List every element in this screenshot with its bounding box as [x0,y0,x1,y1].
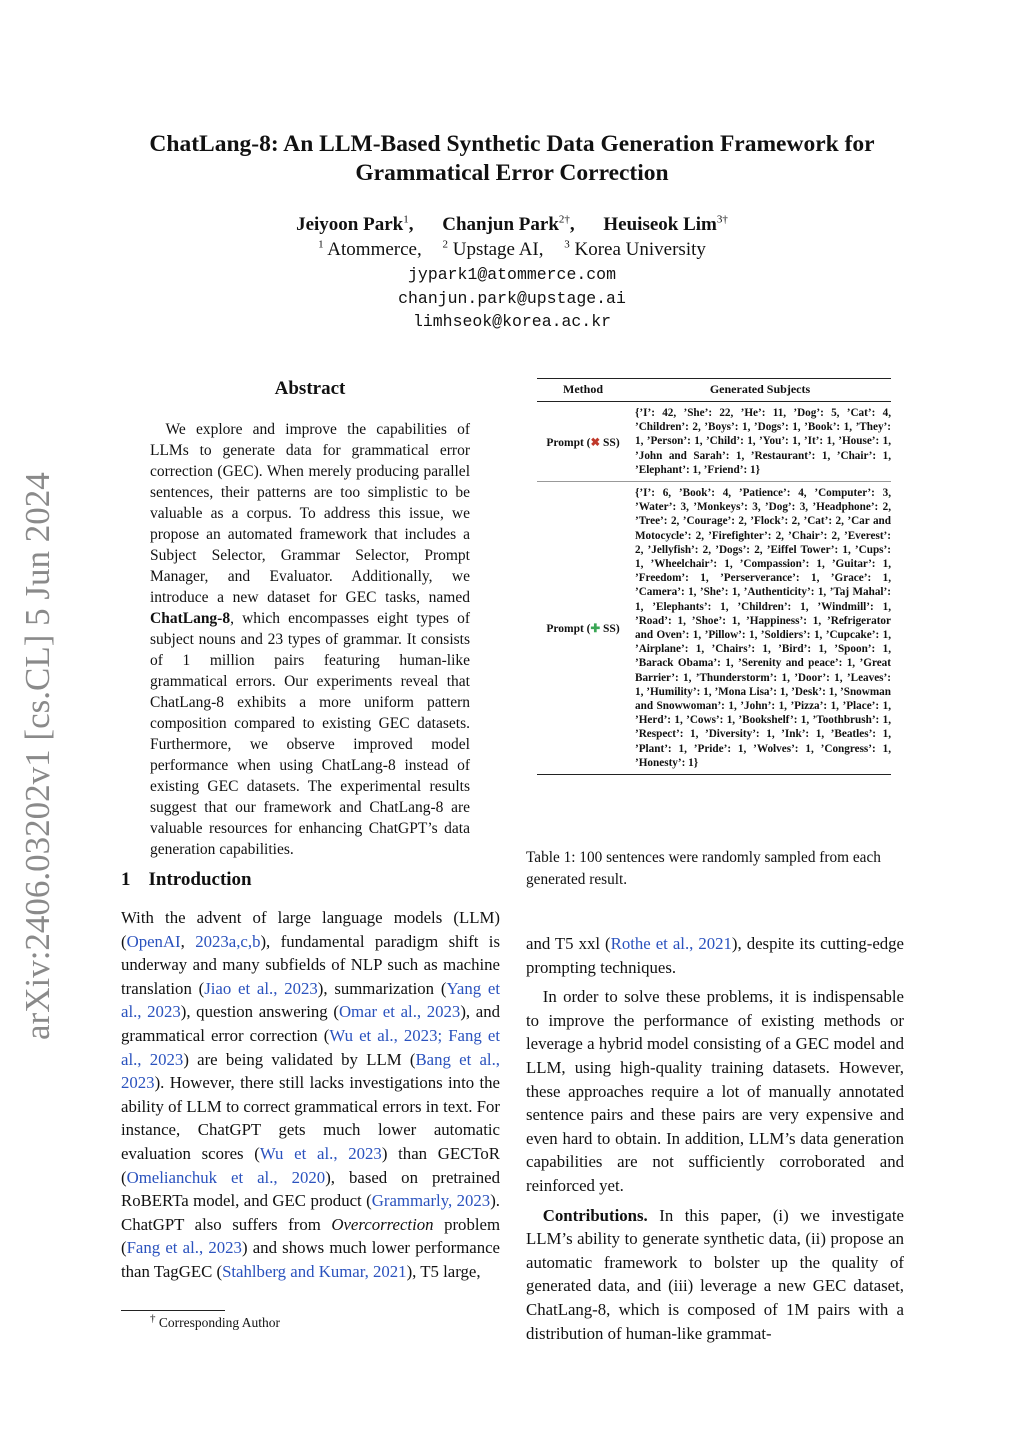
author: Chanjun Park$^{2\dagger}$, [442,213,575,235]
affiliation: $^1$ Atommerce, [318,238,422,260]
citation-link[interactable]: Jiao et al., 2023 [204,978,318,998]
author: Jeiyoon Park$^1$, [296,213,414,235]
citation-link[interactable]: Yang et al., 2023 [121,978,500,1022]
citation-link[interactable]: Wu et al., 2023 [259,1143,382,1163]
table-row [537,482,891,775]
abstract-heading: Abstract [274,378,346,399]
affiliations [60,238,964,262]
citation-link[interactable]: Stahlberg and Kumar, 2021 [222,1261,407,1281]
method-cell: Prompt (✖ SS) [537,402,629,482]
email-list [60,263,964,334]
citation-link[interactable]: OpenAI [126,931,181,951]
column-header: Generated Subjects [629,379,891,402]
affiliation: $^2$ Upstage AI, [442,238,544,260]
subjects-cell: {’I’: 6, ’Book’: 4, ’Patience’: 4, ’Computer’: 3, ’Water’: 3, ’Monkeys’: 3, ’Dog’: 3, ’Headphone’: 2, ’Tree’: 2, ’Courage’: 2, ’Flock’: 2, ’Cat’: 2, ’Car and Motocycle’: 2, ’Firefighter’: 2, ’Chair’: 2, ’Everest’: 2, ’Jellyfish’: 2, ’Dogs’: 2, ’Eiffel Tower’: 1, ’Cups’: 1, ’Wheelchair’: 1, ’Compassion’: 1, ’Guitar’: 1, ’Freedom’: 1, ’Perserverance’: 1, ’Grace’: 1, ’Camera’: 1, ’She’: 1, ’Authenticity’: 1, ’Taj Mahal’: 1, ’Elephants’: 1, ’Children’: 1, ’Windmill’: 1, ’Road’: 1, ’Shoe’: 1, ’Happiness’: 1, ’Refrigerator and Oven’: 1, ’Pillow’: 1, ’Soldiers’: 1, ’Cupcake’: 1, ’Airplane’: 1, ’Chairs’: 1, ’Bird’: 1, ’Spoon’: 1, ’Barack Obama’: 1, ’Serenity and peace’: 1, ’Great Barrier’: 1, ’Thunderstorm’: 1, ’Door’: 1, ’Leaves’: 1, ’Humility’: 1, ’Mona Lisa’: 1, ’Desk’: 1, ’Snowman and Snowwoman’: 1, ’John’: 1, ’Pizza’: 1, ’Place’: 1, ’Herd’: 1, ’Cows’: 1, ’Bookshelf’: 1, ’Toothbrush’: 1, ’Respect’: 1, ’Diversity’: 1, ’Ink’: 1, ’Beatles’: 1, ’Plant’: 1, ’Pride’: 1, ’Wolves’: 1, ’Congress’: 1, ’Honesty’: 1} [635,487,891,769]
citation-link[interactable]: Omelianchuk et al., 2020 [126,1167,326,1187]
section-heading: 1 Introduction [121,869,252,890]
column-header: Method [537,379,629,402]
author-list [60,213,964,237]
cross-icon: ✖ [590,436,601,449]
title-line-2: Grammatical Error Correction [355,160,669,186]
author: Heuiseok Lim$^{3\dagger}$ [603,213,728,235]
paper-title [60,130,964,188]
email[interactable]: limhseok@korea.ac.kr [412,312,612,331]
footnote: † Corresponding Author [150,1312,280,1330]
citation-link[interactable]: Grammarly, 2023 [371,1191,491,1211]
arxiv-stamp: arXiv:2406.03202v1 [cs.CL] 5 Jun 2024 [18,472,57,1040]
intro-continued: and T5 xxl (Rothe et al., 2021), despite its cutting-edge prompting techniques. In order to solve these problems, it is indispensable to improve the performance of existing methods or leverage a hybrid model consisting of a GEC model and LLM, using high-quality training datasets. However, these approaches require a lot of manually annotated sentence pairs and these pairs are very expensive and even hard to obtain. In addition, LLM’s data generation capabilities are not sufficiently corroborated and reinforced yet. Contributions. In this paper, (i) we investigate LLM’s ability to generate synthetic data, (ii) propose an automatic framework to bolster up the quality of generated data, and (iii) leverage a new GEC dataset, ChatLang-8, which is composed of 1M pairs with a distribution of human-like grammat- [526,932,904,1345]
table-caption: Table 1: 100 sentences were randomly sampled from each generated result. [526,849,881,888]
plus-icon: ✚ [590,623,601,636]
citation-link[interactable]: Omar et al., 2023 [338,1002,461,1022]
table-1 [537,378,891,775]
table-row [537,402,891,482]
contributions-paragraph: Contributions. In this paper, (i) we investigate LLM’s ability to generate synthetic data, (ii) propose an automatic framework to bolster up the quality of generated data, and (iii) leverage a new GEC dataset, ChatLang-8, which is composed of 1M pairs with a distribution of human-like grammat- [526,1205,904,1343]
footnote-rule [121,1310,225,1311]
email[interactable]: chanjun.park@upstage.ai [398,288,626,308]
method-cell: Prompt (✚ SS) [546,623,620,636]
citation-link[interactable]: Rothe et al., 2021 [610,934,732,953]
citation-link[interactable]: Bang et al., 2023 [121,1049,500,1093]
citation-link[interactable]: 2023a,c,b [195,931,261,951]
title-line-1: ChatLang-8: An LLM-Based Synthetic Data Generation Framework for [149,131,875,157]
paragraph: In order to solve these problems, it is indispensable to improve the performance of existing methods or leverage a hybrid model consisting of a GEC model and LLM, using high-quality training datasets. However, these approaches require a lot of manually annotated sentence pairs and these pairs are very expensive and even hard to obtain. In addition, LLM’s data generation capabilities are not sufficiently corroborated and reinforced yet. [526,987,904,1195]
citation-link[interactable]: Wu et al., 2023; Fang et al., 2023 [121,1025,501,1069]
email[interactable]: jypark1@atommerce.com [408,265,616,284]
intro-paragraph: With the advent of large language models (LLM) (OpenAI, 2023a,c,b), fundamental paradigm shift is underway and many subfields of NLP such as machine translation (Jiao et al., 2023), summarization (Yang et al., 2023), question answering (Omar et al., 2023), and grammatical error correction (Wu et al., 2023; Fang et al., 2023) are being validated by LLM (Bang et al., 2023). However, there still lacks investigations into the ability of LLM to correct grammatical errors in text. For instance, ChatGPT gets much lower automatic evaluation scores (Wu et al., 2023) than GECToR (Omelianchuk et al., 2020), based on pretrained RoBERTa model, and GEC product (Grammarly, 2023). ChatGPT also suffers from Overcorrection problem (Fang et al., 2023) and shows much lower performance than TagGEC (Stahlberg and Kumar, 2021), T5 large, [121,908,501,1281]
affiliation: $^3$ Korea University [564,238,706,260]
abstract-body: We explore and improve the capabilities of LLMs to generate data for grammatical error correction (GEC). When merely producing parallel sentences, their patterns are too simplistic to be valuable as a corpus. To address this issue, we propose an automated framework that includes a Subject Selector, Grammar Selector, Prompt Manager, and Evaluator. Additionally, we introduce a new dataset for GEC tasks, named ChatLang-8, which encompasses eight types of subject nouns and 23 types of grammar. It consists of 1 million pairs featuring human-like grammatical errors. Our experiments reveal that ChatLang-8 exhibits a more uniform pattern composition compared to existing GEC datasets. Furthermore, we observe improved model performance when using ChatLang-8 instead of existing GEC datasets. The experimental results suggest that our framework and ChatLang-8 are valuable resources for enhancing ChatGPT’s data generation capabilities. [150,421,470,858]
subjects-cell: {’I’: 42, ’She’: 22, ’He’: 11, ’Dog’: 5, ’Cat’: 4, ’Children’: 2, ’Boys’: 1, ’Dogs’: 1, ’Book’: 1, ’They’: 1, ’Person’: 1, ’Child’: 1, ’You’: 1, ’It’: 1, ’House’: 1, ’John and Sarah’: 1, ’Restaurant’: 1, ’Chair’: 1, ’Elephant’: 1, ’Friend’: 1} [629,402,891,482]
citation-link[interactable]: Fang et al., 2023 [126,1238,242,1258]
